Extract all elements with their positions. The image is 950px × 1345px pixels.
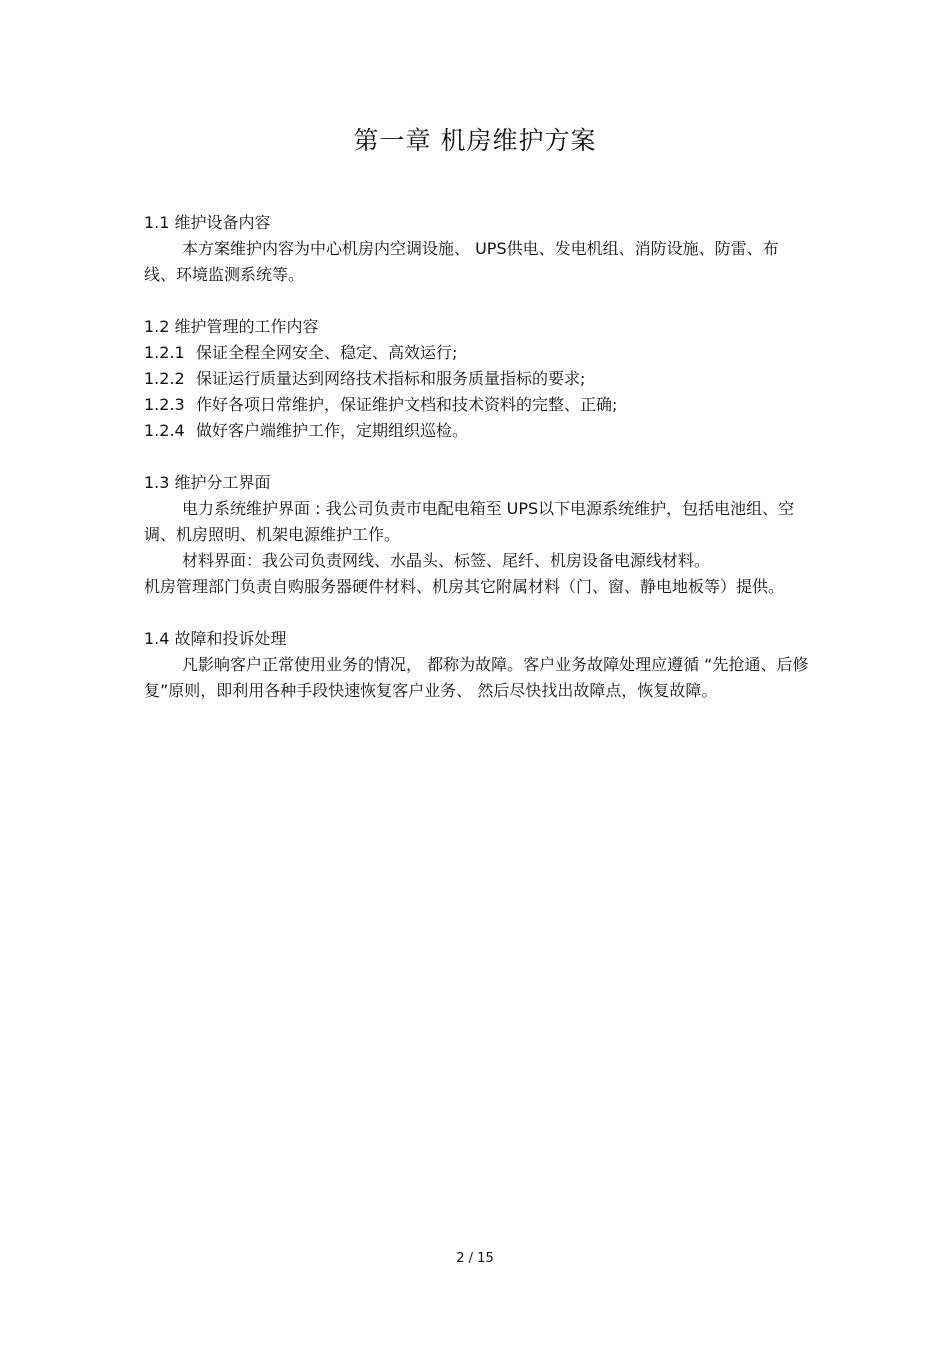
section-heading: 1.3 维护分工界面 [144, 473, 271, 492]
list-item-text: 作好各项日常维护，保证维护文档和技术资料的完整、正确; [196, 395, 618, 414]
section-paragraph: 凡影响客户正常使用业务的情况， 都称为故障。客户业务故障处理应遵循 “先抢通、后修复”原则，即利用各种手段快速恢复客户业务、 然后尽快找出故障点，恢复故障。 [144, 655, 809, 700]
section-heading: 1.2 维护管理的工作内容 [144, 317, 319, 336]
chapter-title: 第一章 机房维护方案 [353, 126, 597, 155]
list-item-number: 1.2.4 [144, 421, 185, 440]
section-heading: 1.4 故障和投诉处理 [144, 629, 287, 648]
list-item [144, 418, 809, 444]
list-item-text: 保证运行质量达到网络技术指标和服务质量指标的要求; [196, 369, 586, 388]
section-heading: 1.1 维护设备内容 [144, 213, 271, 232]
section-1-3 [144, 470, 809, 600]
list-item-text: 做好客户端维护工作，定期组织巡检。 [196, 421, 469, 440]
section-paragraph: 电力系统维护界面 : 我公司负责市电配电箱至 UPS以下电源系统维护，包括电池组、空调、机房照明、机架电源维护工作。 [144, 499, 795, 544]
section-1-2 [144, 314, 809, 444]
list-item-number: 1.2.3 [144, 395, 185, 414]
list-item-number: 1.2.2 [144, 369, 185, 388]
section-paragraph: 材料界面：我公司负责网线、水晶头、标签、尾纤、机房设备电源线材料。 [182, 551, 711, 570]
list-item [144, 366, 809, 392]
section-paragraph: 机房管理部门负责自购服务器硬件材料、机房其它附属材料（门、窗、静电地板等）提供。 [144, 577, 785, 596]
list-item-text: 保证全程全网安全、稳定、高效运行; [196, 343, 458, 362]
section-paragraph: 本方案维护内容为中心机房内空调设施、 UPS供电、发电机组、消防设施、防雷、布线、环境监测系统等。 [144, 239, 779, 284]
section-1-4 [144, 626, 809, 704]
page-number: 2 / 15 [456, 1251, 494, 1266]
list-item-number: 1.2.1 [144, 343, 185, 362]
list-item [144, 340, 809, 366]
list-item [144, 392, 809, 418]
document-body [144, 210, 809, 730]
section-1-1 [144, 210, 809, 288]
